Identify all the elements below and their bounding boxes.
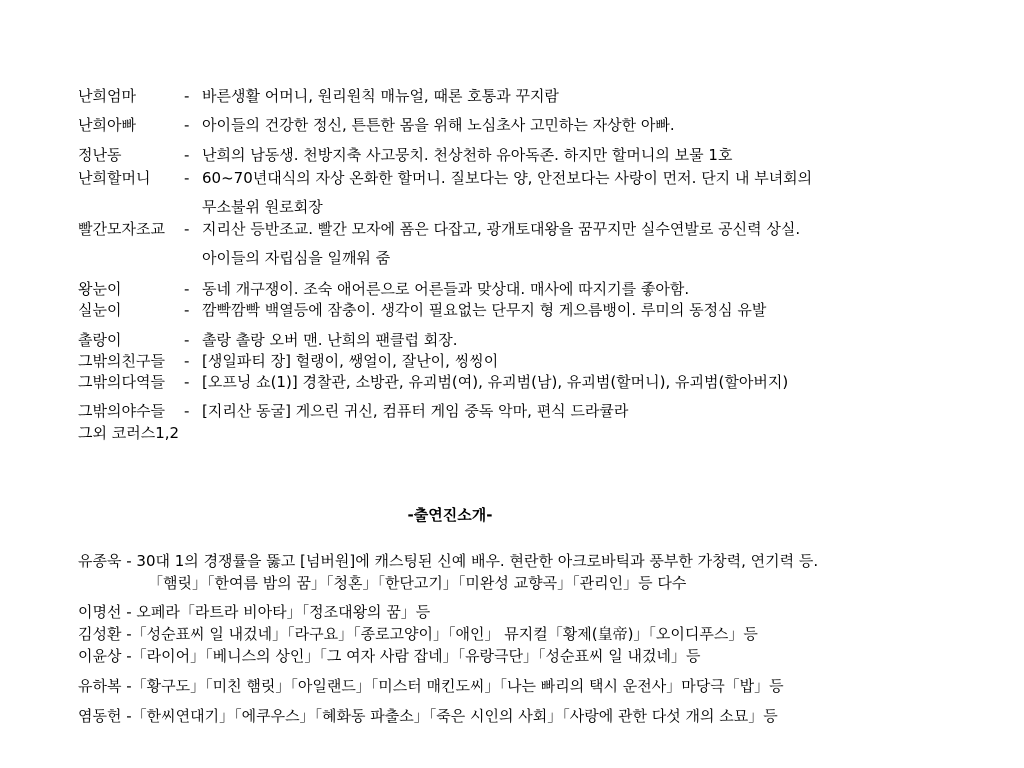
character-desc-continued: 아이들의 자립심을 일깨워 줌 xyxy=(202,249,391,267)
character-desc: 난희의 남동생. 천방지축 사고뭉치. 천상천하 유아독존. 하지만 할머니의 보물 1호 xyxy=(202,146,733,164)
dash: - xyxy=(184,373,190,391)
cast-entry: 김성환 -「성순표씨 일 내겄네」「라구요」「종로고양이」「애인」 뮤지컬「황제(皇帝)」「오이디푸스」등 xyxy=(78,625,758,643)
cast-section-title: -출연진소개- xyxy=(407,506,493,524)
character-name: 촐랑이 xyxy=(78,331,122,349)
cast-entry: 유종욱 - 30대 1의 경쟁률을 뚫고 [넘버원]에 캐스팅된 신예 배우. 현란한 아크로바틱과 풍부한 가창력, 연기력 등. xyxy=(78,552,819,570)
character-desc: 60~70년대식의 자상 온화한 할머니. 질보다는 양, 안전보다는 사랑이 먼저. 단지 내 부녀회의 xyxy=(202,169,813,187)
character-desc: [오프닝 쇼(1)] 경찰관, 소방관, 유괴범(여), 유괴범(남), 유괴범(할머니), 유괴범(할아버지) xyxy=(202,373,789,391)
character-desc: 아이들의 건강한 정신, 튼튼한 몸을 위해 노심초사 고민하는 자상한 아빠. xyxy=(202,116,675,134)
dash: - xyxy=(184,116,190,134)
character-name: 정난동 xyxy=(78,146,122,164)
dash: - xyxy=(184,402,190,420)
character-desc: 촐랑 촐랑 오버 맨. 난희의 팬클럽 회장. xyxy=(202,331,458,349)
character-name: 그밖의다역들 xyxy=(78,373,165,391)
character-desc: 깜빡깜빡 백열등에 잠충이. 생각이 필요없는 단무지 형 게으름뱅이. 루미의 동정심 유발 xyxy=(202,301,767,319)
character-desc: [생일파티 장] 헐랭이, 쌩얼이, 잘난이, 씽씽이 xyxy=(202,352,499,370)
dash: - xyxy=(184,169,190,187)
cast-entry: 유하복 -「황구도」「미친 햄릿」「아일랜드」「미스터 매킨도씨」「나는 빠리의 택시 운전사」마당극「밥」등 xyxy=(78,677,784,695)
dash: - xyxy=(184,87,190,105)
dash: - xyxy=(184,220,190,238)
character-desc: 바른생활 어머니, 원리원칙 매뉴얼, 때론 호통과 꾸지람 xyxy=(202,87,559,105)
dash: - xyxy=(184,280,190,298)
character-name: 그외 코러스1,2 xyxy=(78,424,180,442)
character-desc-continued: 무소불위 원로회장 xyxy=(202,198,323,216)
character-name: 그밖의친구들 xyxy=(78,352,165,370)
character-desc: [지리산 동굴] 게으린 귀신, 컴퓨터 게임 중독 악마, 편식 드라큘라 xyxy=(202,402,629,420)
dash: - xyxy=(184,301,190,319)
character-name: 난희엄마 xyxy=(78,87,136,105)
character-desc: 동네 개구쟁이. 조숙 애어른으로 어른들과 맞상대. 매사에 따지기를 좋아함. xyxy=(202,280,690,298)
character-name: 난희아빠 xyxy=(78,116,136,134)
character-name: 실눈이 xyxy=(78,301,122,319)
cast-entry: 이윤상 -「라이어」「베니스의 상인」「그 여자 사람 잡네」「유랑극단」「성순표씨 일 내겄네」등 xyxy=(78,647,701,665)
character-desc: 지리산 등반조교. 빨간 모자에 폼은 다잡고, 광개토대왕을 꿈꾸지만 실수연발로 공신력 상실. xyxy=(202,220,801,238)
cast-entry: 염동헌 -「한씨연대기」「에쿠우스」「혜화동 파출소」「죽은 시인의 사회」「사랑에 관한 다섯 개의 소묘」등 xyxy=(78,707,778,725)
dash: - xyxy=(184,146,190,164)
character-name: 왕눈이 xyxy=(78,280,122,298)
cast-entry-continued: 「햄릿」「한여름 밤의 꿈」「청혼」「한단고기」「미완성 교향곡」「관리인」등 다수 xyxy=(148,574,687,592)
character-name: 빨간모자조교 xyxy=(78,220,165,238)
character-name: 난희할머니 xyxy=(78,169,151,187)
character-name: 그밖의야수들 xyxy=(78,402,165,420)
cast-entry: 이명선 - 오페라「라트라 비아타」「정조대왕의 꿈」등 xyxy=(78,603,431,621)
dash: - xyxy=(184,352,190,370)
dash: - xyxy=(184,331,190,349)
